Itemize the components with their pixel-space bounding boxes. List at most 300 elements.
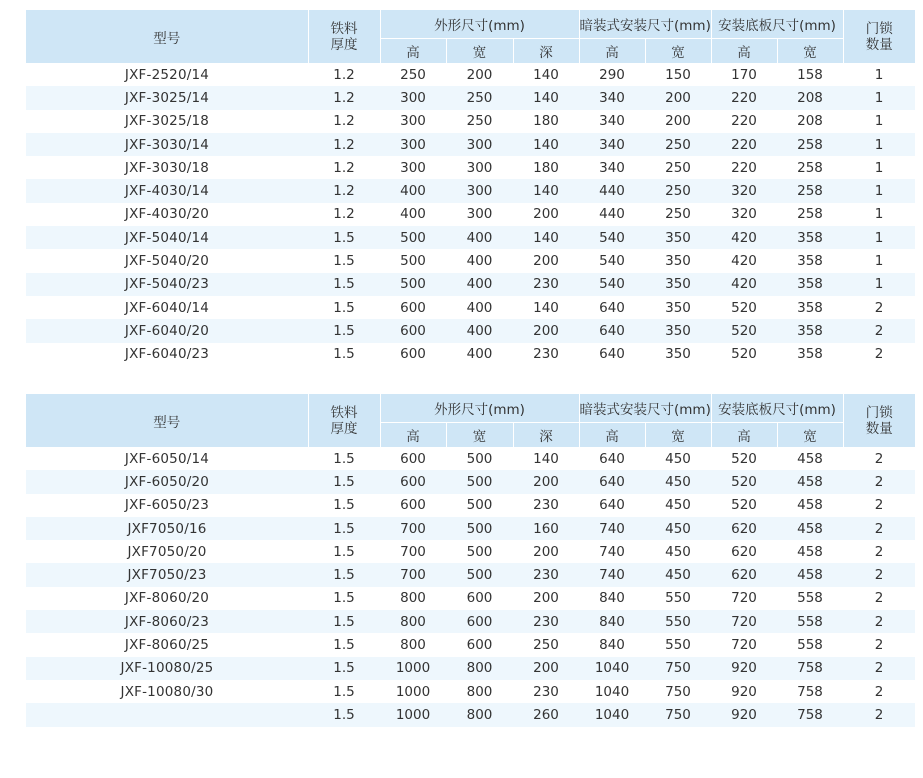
cell-outer-width: 300 (446, 133, 513, 156)
cell-flush-width: 250 (645, 179, 711, 202)
cell-outer-depth: 140 (513, 447, 579, 470)
cell-outer-depth: 260 (513, 703, 579, 726)
cell-lock-count: 2 (843, 296, 915, 319)
cell-model: JXF-3030/14 (26, 133, 308, 156)
cell-flush-height: 540 (579, 249, 645, 272)
cell-lock-count: 2 (843, 563, 915, 586)
cell-base-height: 520 (711, 494, 777, 517)
cell-outer-depth: 180 (513, 156, 579, 179)
cell-thickness: 1.2 (308, 110, 380, 133)
table-row (26, 447, 915, 470)
cell-model: JXF-6050/23 (26, 494, 308, 517)
cell-thickness: 1.5 (308, 517, 380, 540)
header-outer-height: 高 (380, 39, 446, 64)
cell-flush-height: 740 (579, 517, 645, 540)
cell-outer-width: 400 (446, 343, 513, 366)
cell-flush-width: 550 (645, 610, 711, 633)
cell-base-width: 358 (777, 249, 843, 272)
header-model: 型号 (26, 10, 308, 63)
cell-thickness: 1.5 (308, 319, 380, 342)
cell-model: JXF-10080/25 (26, 657, 308, 680)
cell-lock-count: 1 (843, 110, 915, 133)
table-row (26, 203, 915, 226)
cell-flush-width: 200 (645, 110, 711, 133)
header-base-height: 高 (711, 423, 777, 448)
cell-outer-height: 700 (380, 563, 446, 586)
cell-outer-height: 800 (380, 587, 446, 610)
cell-outer-depth: 200 (513, 203, 579, 226)
cell-base-width: 458 (777, 563, 843, 586)
cell-flush-width: 750 (645, 703, 711, 726)
cell-lock-count: 1 (843, 273, 915, 296)
cell-base-height: 520 (711, 343, 777, 366)
header-base-width: 宽 (777, 423, 843, 448)
cell-outer-width: 500 (446, 494, 513, 517)
cell-outer-depth: 200 (513, 587, 579, 610)
header-lock-count-line2: 数量 (865, 420, 893, 437)
header-flush-height: 高 (579, 423, 645, 448)
cell-lock-count: 2 (843, 633, 915, 656)
cell-outer-depth: 200 (513, 319, 579, 342)
table-row (26, 680, 915, 703)
cell-outer-height: 600 (380, 296, 446, 319)
cell-lock-count: 1 (843, 86, 915, 109)
cell-thickness: 1.2 (308, 86, 380, 109)
header-thickness (308, 394, 380, 447)
spec-table-1 (26, 10, 915, 366)
cell-outer-height: 300 (380, 86, 446, 109)
cell-lock-count: 2 (843, 470, 915, 493)
cell-outer-depth: 200 (513, 249, 579, 272)
cell-flush-width: 350 (645, 273, 711, 296)
cell-outer-width: 400 (446, 273, 513, 296)
cell-outer-depth: 230 (513, 563, 579, 586)
cell-base-height: 620 (711, 517, 777, 540)
cell-outer-height: 700 (380, 540, 446, 563)
cell-base-height: 920 (711, 657, 777, 680)
cell-base-width: 758 (777, 680, 843, 703)
cell-thickness: 1.2 (308, 63, 380, 86)
cell-lock-count: 2 (843, 587, 915, 610)
cell-base-width: 208 (777, 110, 843, 133)
cell-outer-depth: 140 (513, 86, 579, 109)
cell-outer-width: 250 (446, 86, 513, 109)
cell-lock-count: 2 (843, 319, 915, 342)
cell-base-height: 620 (711, 563, 777, 586)
cell-thickness: 1.2 (308, 156, 380, 179)
cell-outer-width: 800 (446, 680, 513, 703)
cell-model: JXF-3025/18 (26, 110, 308, 133)
table-row (26, 657, 915, 680)
table-row (26, 86, 915, 109)
cell-flush-width: 450 (645, 470, 711, 493)
header-outer-dimensions: 外形尺寸(mm) (380, 394, 579, 423)
cell-model: JXF-6040/20 (26, 319, 308, 342)
cell-base-width: 458 (777, 517, 843, 540)
cell-lock-count: 1 (843, 249, 915, 272)
table-row (26, 296, 915, 319)
cell-base-width: 458 (777, 470, 843, 493)
cell-base-height: 220 (711, 86, 777, 109)
cell-flush-width: 350 (645, 343, 711, 366)
header-thickness-line1: 铁料 (330, 20, 358, 37)
cell-outer-height: 600 (380, 470, 446, 493)
table-row (26, 470, 915, 493)
header-flush-width: 宽 (645, 423, 711, 448)
cell-base-height: 520 (711, 470, 777, 493)
cell-base-width: 458 (777, 447, 843, 470)
cell-flush-width: 200 (645, 86, 711, 109)
cell-lock-count: 2 (843, 703, 915, 726)
header-flush-height: 高 (579, 39, 645, 64)
cell-model: JXF-4030/20 (26, 203, 308, 226)
cell-base-width: 558 (777, 610, 843, 633)
cell-base-height: 220 (711, 156, 777, 179)
cell-flush-width: 750 (645, 680, 711, 703)
header-outer-width: 宽 (446, 39, 513, 64)
cell-flush-height: 840 (579, 633, 645, 656)
cell-base-width: 558 (777, 633, 843, 656)
cell-outer-depth: 230 (513, 273, 579, 296)
header-thickness-line2: 厚度 (330, 36, 358, 53)
cell-lock-count: 1 (843, 203, 915, 226)
table-row (26, 156, 915, 179)
table-row (26, 563, 915, 586)
cell-flush-height: 440 (579, 203, 645, 226)
cell-model: JXF-6050/14 (26, 447, 308, 470)
table-row (26, 319, 915, 342)
cell-outer-height: 1000 (380, 680, 446, 703)
cell-model: JXF-6040/14 (26, 296, 308, 319)
cell-base-width: 358 (777, 273, 843, 296)
cell-base-width: 158 (777, 63, 843, 86)
cell-flush-height: 440 (579, 179, 645, 202)
cell-base-height: 320 (711, 203, 777, 226)
cell-base-height: 920 (711, 703, 777, 726)
cell-flush-height: 840 (579, 587, 645, 610)
cell-thickness: 1.5 (308, 587, 380, 610)
cell-flush-height: 290 (579, 63, 645, 86)
cell-flush-width: 350 (645, 319, 711, 342)
cell-outer-height: 1000 (380, 657, 446, 680)
header-thickness-line2: 厚度 (330, 420, 358, 437)
cell-thickness: 1.5 (308, 296, 380, 319)
cell-base-height: 420 (711, 226, 777, 249)
cell-outer-depth: 200 (513, 540, 579, 563)
table-row (26, 63, 915, 86)
cell-model: JXF7050/20 (26, 540, 308, 563)
cell-outer-height: 300 (380, 110, 446, 133)
cell-model: JXF-6050/20 (26, 470, 308, 493)
cell-base-height: 720 (711, 633, 777, 656)
cell-base-height: 420 (711, 249, 777, 272)
cell-outer-height: 400 (380, 203, 446, 226)
cell-flush-width: 250 (645, 156, 711, 179)
cell-outer-height: 1000 (380, 703, 446, 726)
cell-outer-height: 600 (380, 319, 446, 342)
cell-outer-width: 200 (446, 63, 513, 86)
cell-outer-depth: 230 (513, 680, 579, 703)
cell-flush-width: 450 (645, 517, 711, 540)
header-lock-count-line2: 数量 (865, 36, 893, 53)
header-lock-count (843, 10, 915, 63)
cell-base-height: 920 (711, 680, 777, 703)
cell-base-height: 620 (711, 540, 777, 563)
cell-flush-width: 550 (645, 633, 711, 656)
cell-outer-height: 600 (380, 494, 446, 517)
cell-outer-depth: 230 (513, 343, 579, 366)
header-thickness (308, 10, 380, 63)
cell-outer-depth: 160 (513, 517, 579, 540)
cell-model: JXF-8060/23 (26, 610, 308, 633)
cell-outer-width: 500 (446, 540, 513, 563)
cell-outer-depth: 140 (513, 179, 579, 202)
cell-lock-count: 1 (843, 133, 915, 156)
cell-outer-width: 400 (446, 296, 513, 319)
cell-flush-width: 350 (645, 226, 711, 249)
cell-thickness: 1.5 (308, 343, 380, 366)
spec-table-2 (26, 394, 915, 727)
cell-flush-height: 640 (579, 447, 645, 470)
cell-thickness: 1.5 (308, 273, 380, 296)
cell-model: JXF-5040/23 (26, 273, 308, 296)
cell-base-height: 720 (711, 610, 777, 633)
cell-outer-depth: 140 (513, 226, 579, 249)
header-outer-width: 宽 (446, 423, 513, 448)
cell-thickness: 1.2 (308, 133, 380, 156)
cell-model: JXF-5040/20 (26, 249, 308, 272)
cell-outer-height: 300 (380, 133, 446, 156)
cell-flush-width: 250 (645, 133, 711, 156)
table-row (26, 517, 915, 540)
cell-flush-height: 640 (579, 494, 645, 517)
cell-flush-width: 450 (645, 563, 711, 586)
table-row (26, 226, 915, 249)
header-flush-mount-dimensions: 暗装式安装尺寸(mm) (579, 10, 711, 39)
cell-outer-height: 400 (380, 179, 446, 202)
cell-outer-height: 250 (380, 63, 446, 86)
cell-outer-width: 400 (446, 319, 513, 342)
cell-flush-width: 450 (645, 540, 711, 563)
cell-thickness: 1.5 (308, 447, 380, 470)
cell-base-height: 720 (711, 587, 777, 610)
header-base-width: 宽 (777, 39, 843, 64)
cell-lock-count: 2 (843, 517, 915, 540)
cell-flush-height: 340 (579, 133, 645, 156)
cell-lock-count: 1 (843, 156, 915, 179)
cell-flush-width: 450 (645, 494, 711, 517)
cell-thickness: 1.5 (308, 249, 380, 272)
cell-thickness: 1.5 (308, 563, 380, 586)
cell-thickness: 1.5 (308, 633, 380, 656)
cell-base-width: 458 (777, 494, 843, 517)
cell-thickness: 1.5 (308, 540, 380, 563)
table-row (26, 273, 915, 296)
table-row (26, 610, 915, 633)
cell-model: JXF-5040/14 (26, 226, 308, 249)
cell-base-width: 258 (777, 133, 843, 156)
cell-base-height: 520 (711, 319, 777, 342)
cell-model: JXF7050/23 (26, 563, 308, 586)
cell-flush-height: 340 (579, 86, 645, 109)
cell-outer-width: 250 (446, 110, 513, 133)
cell-base-height: 320 (711, 179, 777, 202)
header-lock-count-line1: 门锁 (865, 20, 893, 37)
cell-lock-count: 1 (843, 63, 915, 86)
cell-lock-count: 1 (843, 179, 915, 202)
table-body (26, 63, 915, 366)
cell-flush-width: 450 (645, 447, 711, 470)
table-row (26, 249, 915, 272)
cell-base-width: 558 (777, 587, 843, 610)
cell-thickness: 1.5 (308, 657, 380, 680)
cell-model: JXF-2520/14 (26, 63, 308, 86)
header-outer-dimensions: 外形尺寸(mm) (380, 10, 579, 39)
table-row (26, 540, 915, 563)
cell-lock-count: 2 (843, 343, 915, 366)
header-outer-height: 高 (380, 423, 446, 448)
cell-outer-depth: 140 (513, 63, 579, 86)
cell-outer-height: 800 (380, 610, 446, 633)
header-thickness-line1: 铁料 (330, 404, 358, 421)
cell-outer-width: 500 (446, 517, 513, 540)
cell-lock-count: 2 (843, 540, 915, 563)
cell-outer-width: 500 (446, 447, 513, 470)
cell-outer-height: 500 (380, 226, 446, 249)
cell-outer-width: 400 (446, 249, 513, 272)
cell-outer-width: 300 (446, 156, 513, 179)
cell-thickness: 1.2 (308, 203, 380, 226)
header-outer-depth: 深 (513, 423, 579, 448)
cell-flush-height: 340 (579, 156, 645, 179)
cell-model: JXF-3025/14 (26, 86, 308, 109)
cell-flush-height: 1040 (579, 657, 645, 680)
cell-thickness: 1.5 (308, 703, 380, 726)
cell-base-width: 458 (777, 540, 843, 563)
cell-thickness: 1.5 (308, 610, 380, 633)
cell-outer-height: 500 (380, 273, 446, 296)
cell-outer-width: 500 (446, 563, 513, 586)
cell-outer-depth: 250 (513, 633, 579, 656)
cell-outer-height: 600 (380, 447, 446, 470)
cell-flush-height: 540 (579, 226, 645, 249)
cell-flush-width: 150 (645, 63, 711, 86)
table-row (26, 133, 915, 156)
cell-base-height: 220 (711, 133, 777, 156)
cell-model: JXF-8060/25 (26, 633, 308, 656)
cell-base-width: 358 (777, 296, 843, 319)
cell-model: JXF-6040/23 (26, 343, 308, 366)
cell-lock-count: 2 (843, 610, 915, 633)
cell-model (26, 703, 308, 726)
cell-flush-height: 1040 (579, 680, 645, 703)
cell-outer-width: 400 (446, 226, 513, 249)
cell-base-height: 520 (711, 296, 777, 319)
header-flush-width: 宽 (645, 39, 711, 64)
header-lock-count (843, 394, 915, 447)
table-row (26, 633, 915, 656)
cell-outer-depth: 230 (513, 494, 579, 517)
cell-thickness: 1.5 (308, 680, 380, 703)
cell-base-width: 358 (777, 343, 843, 366)
cell-outer-height: 800 (380, 633, 446, 656)
cell-base-height: 170 (711, 63, 777, 86)
cell-outer-height: 500 (380, 249, 446, 272)
cell-flush-height: 340 (579, 110, 645, 133)
cell-flush-height: 740 (579, 540, 645, 563)
header-lock-count-line1: 门锁 (865, 404, 893, 421)
cell-lock-count: 2 (843, 447, 915, 470)
cell-flush-width: 350 (645, 249, 711, 272)
cell-flush-height: 640 (579, 319, 645, 342)
header-base-plate-dimensions: 安装底板尺寸(mm) (711, 10, 843, 39)
cell-lock-count: 2 (843, 494, 915, 517)
cell-thickness: 1.5 (308, 494, 380, 517)
cell-model: JXF-4030/14 (26, 179, 308, 202)
cell-lock-count: 2 (843, 680, 915, 703)
cell-outer-width: 800 (446, 657, 513, 680)
cell-model: JXF-10080/30 (26, 680, 308, 703)
cell-outer-width: 600 (446, 587, 513, 610)
cell-outer-height: 600 (380, 343, 446, 366)
cell-flush-width: 550 (645, 587, 711, 610)
cell-outer-width: 600 (446, 610, 513, 633)
cell-base-width: 758 (777, 657, 843, 680)
cell-thickness: 1.5 (308, 470, 380, 493)
cell-flush-width: 350 (645, 296, 711, 319)
cell-model: JXF-8060/20 (26, 587, 308, 610)
cell-outer-depth: 140 (513, 296, 579, 319)
cell-base-width: 258 (777, 156, 843, 179)
cell-outer-height: 700 (380, 517, 446, 540)
header-outer-depth: 深 (513, 39, 579, 64)
table-row (26, 343, 915, 366)
cell-base-height: 420 (711, 273, 777, 296)
cell-outer-depth: 140 (513, 133, 579, 156)
cell-base-width: 758 (777, 703, 843, 726)
cell-thickness: 1.2 (308, 179, 380, 202)
cell-flush-height: 840 (579, 610, 645, 633)
table-row (26, 587, 915, 610)
cell-base-width: 358 (777, 226, 843, 249)
cell-flush-width: 250 (645, 203, 711, 226)
cell-lock-count: 2 (843, 657, 915, 680)
header-base-plate-dimensions: 安装底板尺寸(mm) (711, 394, 843, 423)
cell-outer-depth: 200 (513, 470, 579, 493)
cell-base-height: 220 (711, 110, 777, 133)
cell-thickness: 1.5 (308, 226, 380, 249)
cell-outer-depth: 200 (513, 657, 579, 680)
cell-flush-height: 1040 (579, 703, 645, 726)
cell-base-height: 520 (711, 447, 777, 470)
cell-lock-count: 1 (843, 226, 915, 249)
cell-flush-height: 740 (579, 563, 645, 586)
cell-outer-depth: 230 (513, 610, 579, 633)
cell-flush-height: 640 (579, 343, 645, 366)
table-row (26, 179, 915, 202)
cell-outer-width: 300 (446, 203, 513, 226)
cell-outer-width: 600 (446, 633, 513, 656)
table-row (26, 494, 915, 517)
header-flush-mount-dimensions: 暗装式安装尺寸(mm) (579, 394, 711, 423)
cell-outer-height: 300 (380, 156, 446, 179)
cell-base-width: 258 (777, 179, 843, 202)
cell-model: JXF-3030/18 (26, 156, 308, 179)
table-row (26, 703, 915, 726)
cell-outer-width: 500 (446, 470, 513, 493)
cell-flush-width: 750 (645, 657, 711, 680)
cell-flush-height: 540 (579, 273, 645, 296)
